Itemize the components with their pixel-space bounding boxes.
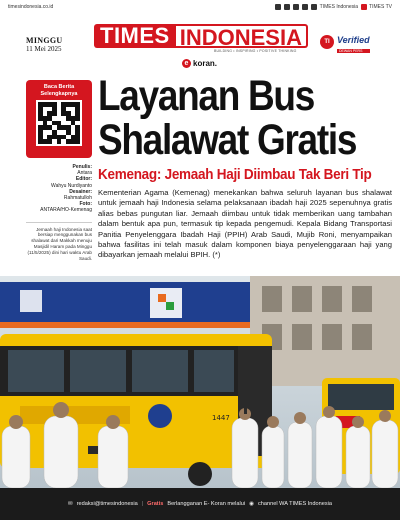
whatsapp-icon: ◉ [249,501,254,507]
masthead-indonesia: INDONESIA [176,24,308,48]
credit-role: Foto: [79,201,92,208]
headline [98,72,357,164]
tv-brand: TIMES TV [369,4,392,10]
credit-role: Penulis: [72,164,92,170]
bus-number: 1447 [212,414,230,422]
qr-module [75,139,80,144]
issue-date-block [26,36,62,53]
facebook-icon[interactable] [275,4,281,10]
photo-caption: Jemaah haji Indonesia saat bersiap menggunakan bus shalawat dari Makkah menuju Masjidil Haram pada Minggu (11/5/2025) dini hari waktu Arab Saudi. [26,222,92,262]
tv-link[interactable] [361,4,392,10]
footer-cta-text: Berlangganan E- Koran melalui [167,501,246,507]
cover-photo [0,276,400,488]
article-body: Kementerian Agama (Kemenag) menekankan bahwa seluruh layanan bus shalawat untuk jemaah haji Indonesia selama pelaksanaan ibadah haji 2025 sepenuhnya gratis alias bebas pungutan liar. Jemaah diimbau untuk tidak memberikan uang tambahan dalam bentuk apa pun, termasuk tip kepada pengemudi. Kepala Bidang Transportasi Panitia Penyelenggara Ibadah Haji (PPIH) Arab Saudi, Mujib Roni, menyampaikan bahwa fasilitas ini telah masuk dalam komponen biaya penyelenggaraan haji yang dibayarkan jemaah melalui BPIH. (*) [98,188,392,260]
social-brand: TIMES Indonesia [319,4,359,10]
sidebar [26,80,92,261]
subheadline: Kemenag: Jemaah Haji Diimbau Tak Beri Tip [98,166,372,183]
tiktok-icon[interactable] [302,4,308,10]
youtube-icon [361,4,367,10]
masthead-logo [94,23,306,68]
headline-line-1: Layanan Bus [98,72,314,120]
bus-photo-illustration [0,276,400,488]
mail-icon: ✉ [68,501,73,507]
footer-separator: | [141,501,144,507]
footer-cta-bold: Gratis [147,501,164,507]
x-icon[interactable] [293,4,299,10]
verified-badge [320,30,370,53]
credit-name: Rahmatulloh [63,195,92,202]
masthead-times: TIMES [94,24,176,48]
e-icon: e [182,59,191,68]
credit-name: Wahyu Nurdiyanto [51,182,92,189]
qr-code-icon[interactable] [36,100,82,146]
qr-box[interactable] [26,80,92,158]
credit-role: Desainer: [69,188,92,195]
footer-bar [0,488,400,520]
ekoran-text: koran. [193,59,218,68]
verified-label: Verified [337,35,370,45]
ti-logo-icon: TI [320,35,334,49]
whatsapp-icon[interactable] [311,4,317,10]
top-bar [0,0,400,14]
social-links [275,4,392,10]
verified-sublabel: DEWAN PERS [337,49,370,53]
headline-line-2: Shalawat Gratis [98,116,357,164]
instagram-icon[interactable] [284,4,290,10]
footer-channel[interactable]: channel WA TIMES Indonesia [257,501,332,507]
credit-name: Antara [77,170,92,177]
credits [26,164,92,214]
credit-role: Editor: [75,176,92,183]
masthead-tagline: BUILDING • INSPIRING • POSITIVE THINKING [214,49,297,53]
issue-day: MINGGU [26,36,63,45]
site-url[interactable]: timesindonesia.co.id [8,4,54,10]
footer-email[interactable]: redaksi@timesindonesia [76,501,138,507]
issue-date: 11 Mei 2025 [26,45,62,53]
qr-label: Baca Berita Selengkapnya [40,84,78,97]
ekoran-label [182,59,217,68]
credit-name: ANTARA/HO-Kemenag [40,207,92,214]
